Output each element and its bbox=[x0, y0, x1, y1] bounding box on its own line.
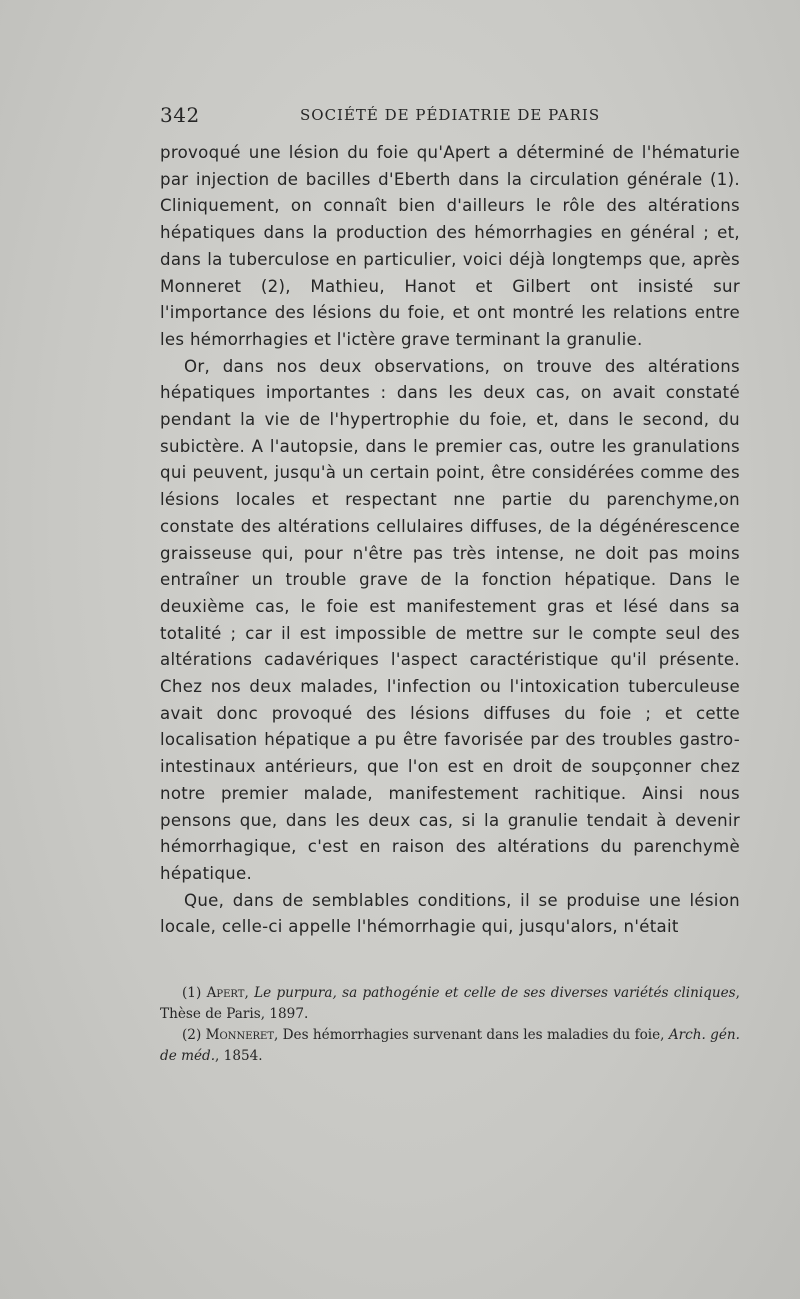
footnote-rest: , Thèse de Paris, 1897. bbox=[160, 985, 740, 1022]
body-text bbox=[160, 140, 740, 941]
footnote-2 bbox=[160, 1025, 740, 1067]
footnote-journal: Arch. gén. de méd. bbox=[160, 1027, 740, 1064]
footnote-marker: (2) bbox=[182, 1027, 202, 1043]
footnote-author: Apert bbox=[206, 985, 245, 1001]
page-number: 342 bbox=[160, 103, 200, 127]
paragraph-local-lesion: Que, dans de semblables conditions, il se produise une lésion locale, celle-ci appelle l'hémorrhagie qui, jusqu'alors, n'était bbox=[160, 890, 740, 937]
paragraph-continuation: provoqué une lésion du foie qu'Apert a déterminé de l'hématurie par injection de bacilles d'Eberth dans la circulation générale (1). Cliniquement, on connaît bien d'ailleurs le rôle des altérations hépatiques dans la production des hémorrhagies en général ; et, dans la tuberculose en particulier, voici déjà longtemps que, après Monneret (2), Mathieu, Hanot et Gilbert ont insisté sur l'importance des lésions du foie, et ont montré les relations entre les hémorrhagies et l'ictère grave terminant la granulie. bbox=[160, 143, 740, 349]
footnote-rest: , 1854. bbox=[215, 1048, 263, 1064]
footnote-1: (1) Apert, Le purpura, sa pathogénie et celle de ses diverses variétés cliniques, Thèse de Paris, 1897. bbox=[160, 985, 740, 1022]
paragraph-observations: Or, dans nos deux observations, on trouve des altérations hépatiques importantes : dans les deux cas, on avait constaté pendant la vie de l'hypertrophie du foie, et, dans le second, du subictère. A l'autopsie, dans le premier cas, outre les granulations qui peuvent, jusqu'à un certain point, être considérées comme des lésions locales et respectant nne partie du parenchyme,on constate des altérations cellulaires diffuses, de la dégénérescence graisseuse qui, pour n'être pas très intense, ne doit pas moins entraîner un trouble grave de la fonction hépatique. Dans le deuxième cas, le foie est manifestement gras et lésé dans sa totalité ; car il est impossible de mettre sur le compte seul des altérations cadavériques l'aspect caractéristique qu'il présente. Chez nos deux malades, l'infection ou l'intoxication tuberculeuse avait donc provoqué des lésions diffuses du foie ; et cette localisation hépatique a pu être favorisée par des troubles gastro-intestinaux antérieurs, que l'on est en droit de soupçonner chez notre premier malade, manifestement rachitique. Ainsi nous pensons que, dans les deux cas, si la granulie tendait à devenir hémorrhagique, c'est en raison des altérations du parenchymè hépatique. bbox=[160, 356, 740, 883]
page-header bbox=[160, 103, 740, 127]
footnotes bbox=[160, 983, 740, 1067]
footnote-title: Le purpura, sa pathogénie et celle de ses diverses variétés cliniques bbox=[254, 985, 736, 1001]
footnote-title: , Des hémorrhagies survenant dans les maladies du foie, bbox=[274, 1027, 669, 1043]
footnote-marker: (1) bbox=[182, 985, 202, 1001]
footnote-author: Monneret bbox=[205, 1027, 275, 1043]
running-title: SOCIÉTÉ DE PÉDIATRIE DE PARIS bbox=[300, 106, 601, 124]
